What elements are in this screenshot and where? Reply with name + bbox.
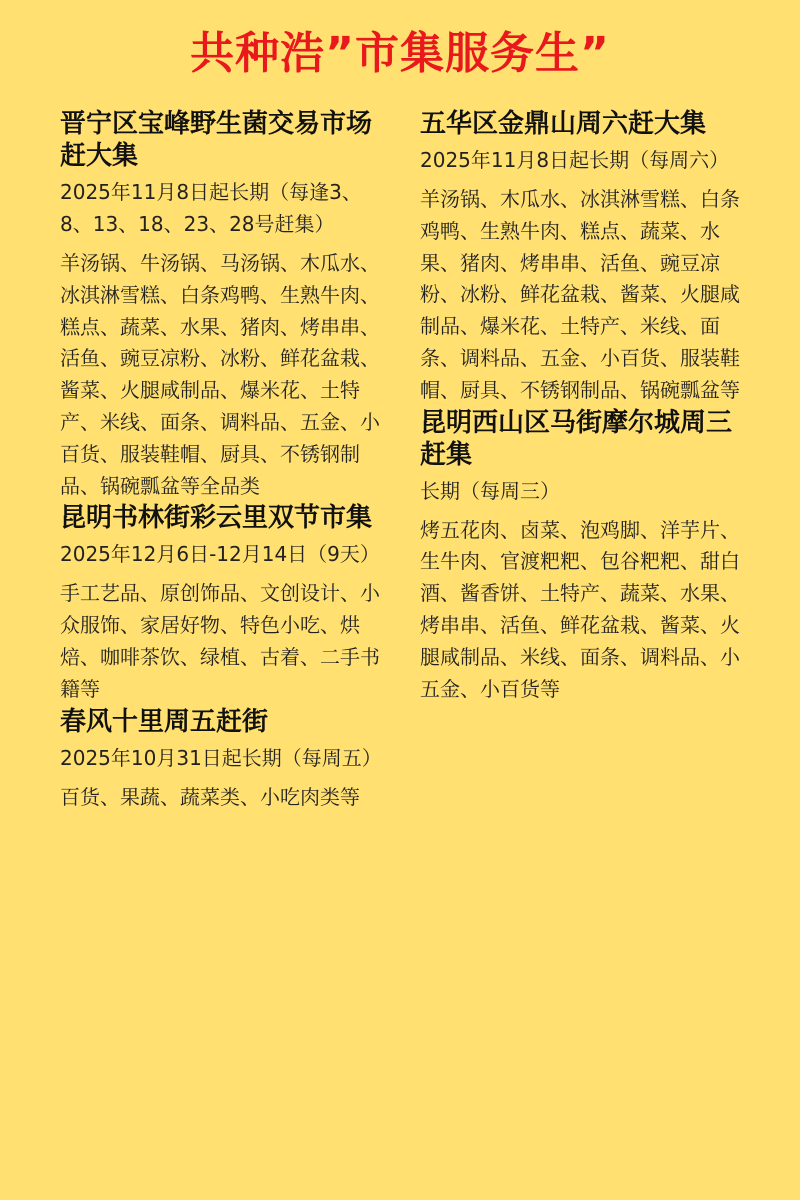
market-chunfeng — [60, 706, 380, 814]
market-items: 百货、果蔬、蔬菜类、小吃肉类等 — [60, 784, 360, 809]
market-caiyunli — [60, 502, 380, 705]
market-name: 昆明西山区马街摩尔城周三赶集 — [420, 407, 733, 470]
page-title: 共种浩”市集服务生” — [190, 28, 610, 79]
market-date: 长期（每周三） — [420, 478, 560, 503]
market-majie — [420, 407, 740, 706]
market-items: 手工艺品、原创饰品、文创设计、小众服饰、家居好物、特色小吃、烘焙、咖啡茶饮、绿植、古着、二手书籍等 — [60, 581, 380, 701]
market-name: 春风十里周五赶街 — [60, 706, 269, 737]
market-name: 昆明书林街彩云里双节市集 — [60, 503, 373, 534]
right-column — [420, 108, 740, 705]
market-items: 烤五花肉、卤菜、泡鸡脚、洋芋片、生牛肉、官渡粑粑、包谷粑粑、甜白酒、酱香饼、土特产、蔬菜、水果、烤串串、活鱼、鲜花盆栽、酱菜、火腿咸制品、米线、面条、调料品、小五金、小百货等 — [420, 517, 740, 701]
market-baofeng — [60, 108, 380, 502]
left-column — [60, 108, 380, 813]
market-date: 2025年10月31日起长期（每周五） — [60, 745, 382, 770]
market-jindingshan — [420, 108, 740, 407]
market-items: 羊汤锅、木瓜水、冰淇淋雪糕、白条鸡鸭、生熟牛肉、糕点、蔬菜、水果、猪肉、烤串串、活鱼、豌豆凉粉、冰粉、鲜花盆栽、酱菜、火腿咸制品、爆米花、土特产、米线、面条、调料品、五金、小百货、服装鞋帽、厨具、不锈钢制品、锅碗瓢盆等 — [420, 187, 740, 402]
market-name: 五华区金鼎山周六赶大集 — [420, 109, 707, 139]
market-date: 2025年12月6日-12月14日（9天） — [60, 542, 380, 567]
market-date: 2025年11月8日起长期（每逢3、8、13、18、23、28号赶集） — [60, 180, 362, 236]
market-name: 晋宁区宝峰野生菌交易市场赶大集 — [60, 109, 373, 171]
market-items: 羊汤锅、牛汤锅、马汤锅、木瓜水、冰淇淋雪糕、白条鸡鸭、生熟牛肉、糕点、蔬菜、水果、猪肉、烤串串、活鱼、豌豆凉粉、冰粉、鲜花盆栽、酱菜、火腿咸制品、爆米花、土特产、米线、面条、调料品、五金、小百货、服装鞋帽、厨具、不锈钢制品、锅碗瓢盆等全品类 — [60, 251, 380, 498]
market-date: 2025年11月8日起长期（每周六） — [420, 148, 730, 172]
